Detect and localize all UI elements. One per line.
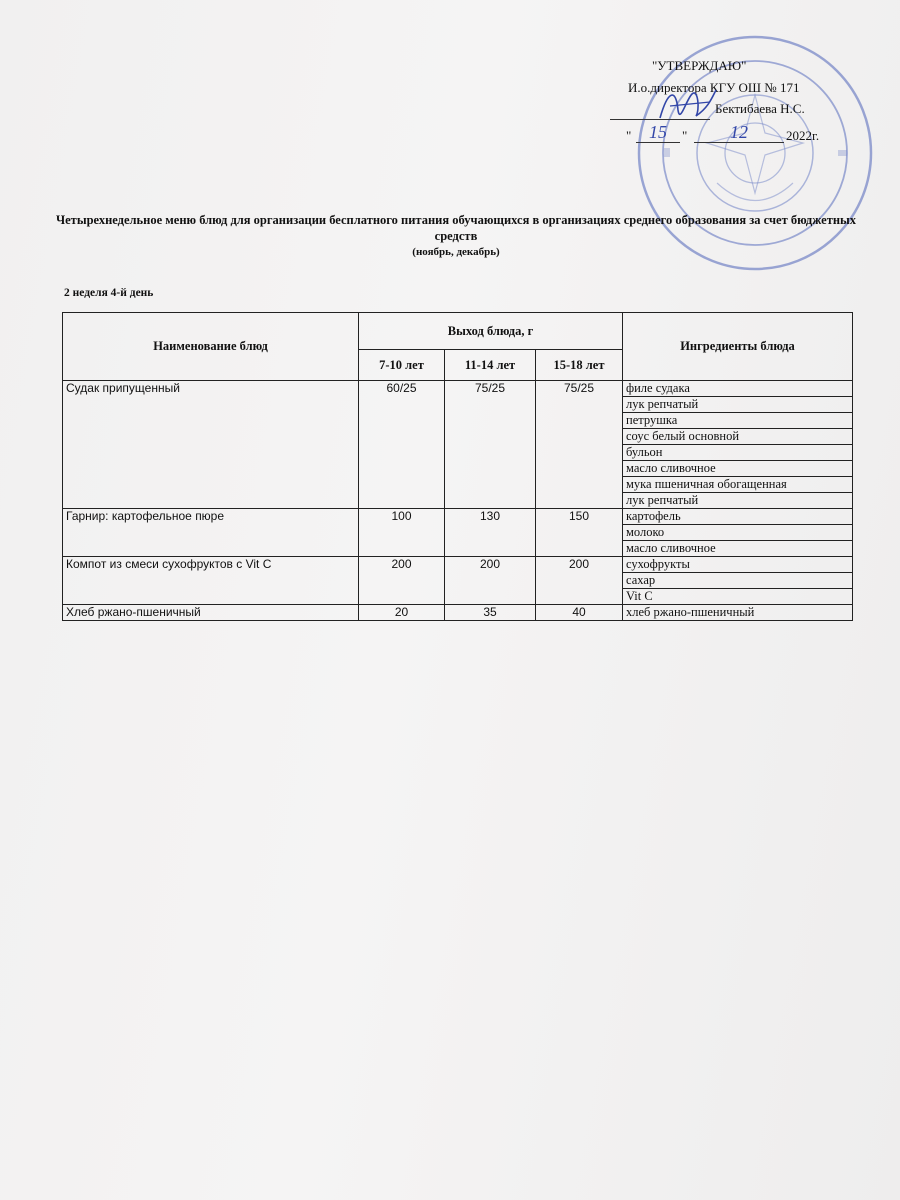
document-title: Четырехнедельное меню блюд для организации бесплатного питания обучающихся в организациях среднего образования за счет бюджетных средств <box>55 213 857 243</box>
ingredient: лук репчатый <box>623 397 853 413</box>
ingredient: масло сливочное <box>623 461 853 477</box>
ingredient: лук репчатый <box>623 493 853 509</box>
ingredient: соус белый основной <box>623 429 853 445</box>
header-age-11-14: 11-14 лет <box>445 350 536 381</box>
header-age-7-10: 7-10 лет <box>359 350 445 381</box>
dish-output-15-18: 200 <box>536 557 623 605</box>
dish-output-11-14: 130 <box>445 509 536 557</box>
dish-output-15-18: 75/25 <box>536 381 623 509</box>
dish-output-7-10: 20 <box>359 605 445 621</box>
table-header-row <box>63 313 853 350</box>
ingredient: петрушка <box>623 413 853 429</box>
ingredient: сахар <box>623 573 853 589</box>
header-dish-name: Наименование блюд <box>63 313 359 381</box>
date-day: 15 <box>636 122 680 143</box>
dish-name: Хлеб ржано-пшеничный <box>63 605 359 621</box>
dish-output-11-14: 75/25 <box>445 381 536 509</box>
approver-position: И.о.директора КГУ ОШ № 171 <box>628 80 800 95</box>
date-quote-open: " <box>626 128 632 143</box>
table-row <box>63 605 853 621</box>
dish-output-15-18: 40 <box>536 605 623 621</box>
dish-name: Судак припущенный <box>63 381 359 509</box>
table-row <box>63 557 853 573</box>
date-quote-close: " <box>682 128 688 143</box>
ingredient: бульон <box>623 445 853 461</box>
approver-name: Бектибаева Н.С. <box>715 101 805 116</box>
ingredient: Vit C <box>623 589 853 605</box>
ingredient: мука пшеничная обогащенная <box>623 477 853 493</box>
week-day-label: 2 неделя 4-й день <box>64 287 154 299</box>
header-output: Выход блюда, г <box>359 313 623 350</box>
dish-output-7-10: 60/25 <box>359 381 445 509</box>
dish-output-11-14: 200 <box>445 557 536 605</box>
ingredient: филе судака <box>623 381 853 397</box>
ingredient: молоко <box>623 525 853 541</box>
approve-heading: "УТВЕРЖДАЮ" <box>652 58 747 73</box>
document-subtitle: (ноябрь, декабрь) <box>412 246 500 258</box>
ingredient: сухофрукты <box>623 557 853 573</box>
table-row <box>63 509 853 525</box>
header-age-15-18: 15-18 лет <box>536 350 623 381</box>
dish-output-7-10: 200 <box>359 557 445 605</box>
dish-output-11-14: 35 <box>445 605 536 621</box>
dish-name: Компот из смеси сухофруктов с Vit C <box>63 557 359 605</box>
header-ingredients: Ингредиенты блюда <box>623 313 853 381</box>
dish-name: Гарнир: картофельное пюре <box>63 509 359 557</box>
ingredient: хлеб ржано-пшеничный <box>623 605 853 621</box>
ingredient: масло сливочное <box>623 541 853 557</box>
dish-output-15-18: 150 <box>536 509 623 557</box>
ingredient: картофель <box>623 509 853 525</box>
dish-output-7-10: 100 <box>359 509 445 557</box>
table-row <box>63 381 853 397</box>
date-month: 12 <box>694 122 784 143</box>
date-year: 2022г. <box>786 128 820 143</box>
signature-icon <box>650 80 720 130</box>
menu-table <box>62 312 853 621</box>
